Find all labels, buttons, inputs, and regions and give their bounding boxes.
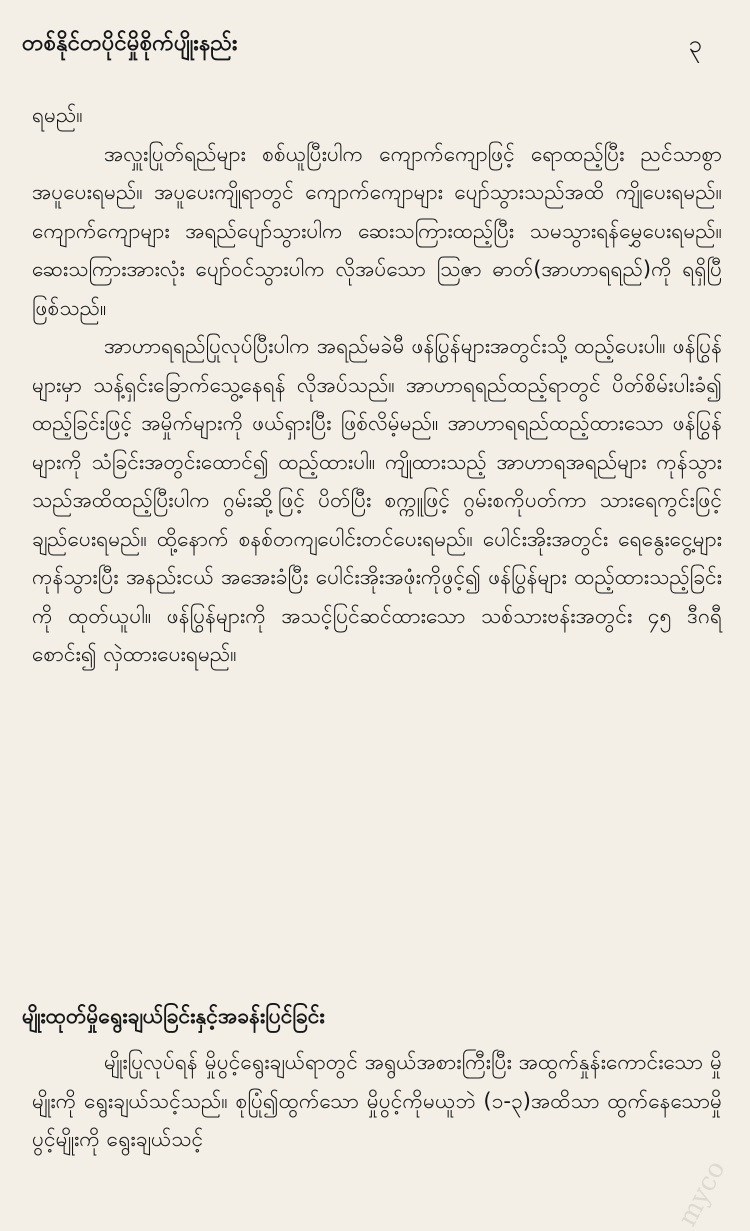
body-text	[32, 96, 722, 674]
section-text	[32, 1043, 722, 1159]
paragraph: အာဟာရရည်ပြုလုပ်ပြီးပါက အရည်မခဲမီ ဖန်ပြွန်များအတွင်းသို့ ထည့်ပေးပါ။ ဖန်ပြွန်များမှာ သန့်ရှင်းခြောက်သွေ့နေရန် လိုအပ်သည်။ အာဟာရရည်ထည့်ရာတွင် ပိတ်စိမ်းပါးခံ၍ ထည့်ခြင်းဖြင့် အမှိုက်များကို ဖယ်ရှားပြီး ဖြစ်လိမ့်မည်။ အာဟာရရည်ထည့်ထားသော ဖန်ပြွန်များကို သံခြင်းအတွင်းထောင်၍ ထည့်ထားပါ။ ကျိုထားသည့် အာဟာရအရည်များ ကုန်သွားသည်အထိထည့်ပြီးပါက ဂွမ်းဆို့ဖြင့် ပိတ်ပြီး စက္ကူဖြင့် ဂွမ်းစကိုပတ်ကာ သားရေကွင်းဖြင့် ချည်ပေးရမည်။ ထို့နောက် စနစ်တကျပေါင်းတင်ပေးရမည်။ ပေါင်းအိုးအတွင်း ရေနွေးငွေ့များကုန်သွားပြီး အနည်းငယ် အအေးခံပြီး ပေါင်းအိုးအဖုံးကိုဖွင့်၍ ဖန်ပြွန်များ ထည့်ထားသည့်ခြင်းကို ထုတ်ယူပါ။ ဖန်ပြွန်များကို အသင့်ပြင်ဆင်ထားသော သစ်သားဗန်းအတွင်း ၄၅ ဒီဂရီစောင်း၍ လှဲထားပေးရမည်။	[32, 334, 722, 666]
section-heading: မျိုးထုတ်မှိုရွေးချယ်ခြင်းနှင့်အခန်းပြင်ခြင်း	[22, 1004, 325, 1028]
running-header-title: တစ်နိုင်တပိုင်မှိုစိုက်ပျိုးနည်း	[22, 31, 238, 56]
page-number: ၃	[688, 30, 702, 58]
paragraph-continuation: ရမည်။	[32, 103, 83, 127]
watermark: myco	[672, 1155, 732, 1231]
paragraph: အလှူးပြုတ်ရည်များ စစ်ယူပြီးပါက ကျောက်ကျောဖြင့် ရောထည့်ပြီး ညင်သာစွာ အပူပေးရမည်။ အပူပေးကျိုရာတွင် ကျောက်ကျောများ ပျော်သွားသည်အထိ ကျိုပေးရမည်။ ကျောက်ကျောများ အရည်ပျော်သွားပါက ဆေးသကြားထည့်ပြီး သမသွားရန်မွှေပေးရမည်။ ဆေးသကြားအားလုံး ပျော်ဝင်သွားပါက လိုအပ်သော ဩဇာ ဓာတ်(အာဟာရရည်)ကို ရရှိပြီဖြစ်သည်။	[32, 141, 722, 320]
paragraph: မျိုးပြုလုပ်ရန် မှိုပွင့်ရွေးချယ်ရာတွင် အရွယ်အစားကြီးပြီး အထွက်နှုန်းကောင်းသော မှိုမျိုးကို ရွေးချယ်သင့်သည်။ စုပြုံ၍ထွက်သော မှိုပွင့်ကိုမယူဘဲ (၁-၃)အထိသာ ထွက်နေသောမှိုပွင့်မျိုးကို ရွေးချယ်သင့်	[32, 1050, 722, 1151]
